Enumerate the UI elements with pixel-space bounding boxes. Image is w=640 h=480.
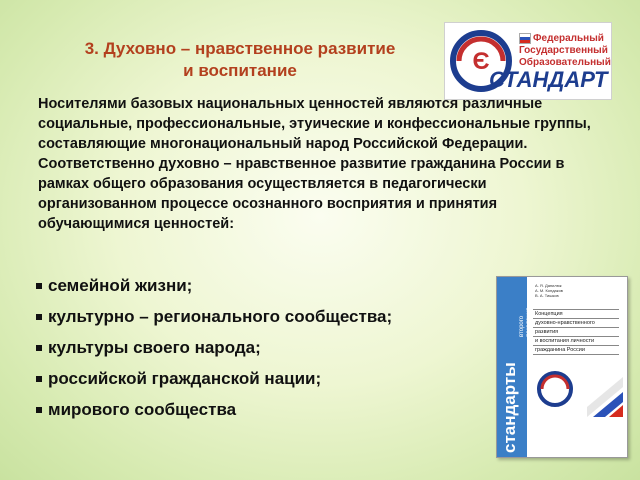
- list-item: [36, 270, 496, 301]
- bullet-icon: [36, 376, 42, 382]
- cover-title-line: Концепция: [533, 310, 619, 319]
- body-paragraph: Носителями базовых национальных ценностей являются различные социальные, профессиональные, этуические и конфессиональные группы, составляющие многонациональный народ Российской Федерации. Соответственно духовно – нравственное развитие гражданина России в рамках общего образования осуществляется в педагогически организованном процессе осознанного восприятия и принятия обучающимися ценностей:: [38, 96, 591, 232]
- cover-title-line: духовно-нравственного: [533, 319, 619, 328]
- bullet-icon: [36, 314, 42, 320]
- fgos-logo-text: [519, 33, 611, 69]
- slide-title: [30, 38, 450, 82]
- logo-brand: СТАНДАРТ: [489, 67, 608, 92]
- values-list: [36, 270, 496, 425]
- cover-title-line: и воспитания личности: [533, 337, 619, 346]
- spine-subtitle-line2: поколения: [526, 307, 532, 337]
- list-item: [36, 332, 496, 363]
- book-author: В. А. Тишков: [535, 293, 559, 298]
- book-spine-subtitle: [519, 308, 533, 337]
- list-item: [36, 301, 496, 332]
- list-item-text: культурно – регионального сообщества;: [48, 307, 393, 326]
- list-item-text: культуры своего народа;: [48, 338, 261, 357]
- slide-title-line1: 3. Духовно – нравственное развитие: [84, 39, 396, 58]
- russia-flag-icon: [519, 33, 531, 44]
- logo-line2: Государственный: [519, 45, 608, 57]
- bullet-icon: [36, 345, 42, 351]
- bullet-icon: [36, 283, 42, 289]
- list-item-text: семейной жизни;: [48, 276, 193, 295]
- bullet-icon: [36, 407, 42, 413]
- book-author: А. Я. Данилюк: [535, 283, 562, 288]
- book-tricolor-stripes-icon: [587, 377, 623, 417]
- book-authors: [535, 283, 563, 298]
- spine-subtitle-line1: второго: [519, 315, 525, 337]
- book-emblem-icon: [535, 369, 575, 409]
- list-item-text: мирового сообщества: [48, 400, 237, 419]
- logo-line3: Образовательный: [519, 57, 611, 69]
- list-item: [36, 394, 496, 425]
- svg-text:Є: Є: [472, 48, 490, 75]
- book-cover-image: [496, 276, 628, 458]
- cover-title-line: гражданина России: [533, 346, 619, 355]
- list-item-text: российской гражданской нации;: [48, 369, 322, 388]
- slide-title-line2: и воспитание: [183, 61, 297, 80]
- list-item: [36, 363, 496, 394]
- cover-title-line: развития: [533, 328, 619, 337]
- book-author: А. М. Кондаков: [535, 288, 563, 293]
- fgos-logo: [444, 22, 612, 100]
- logo-line1: Федеральный: [533, 33, 604, 45]
- book-spine-title: стандарты: [500, 362, 519, 453]
- book-cover-title: [533, 309, 619, 355]
